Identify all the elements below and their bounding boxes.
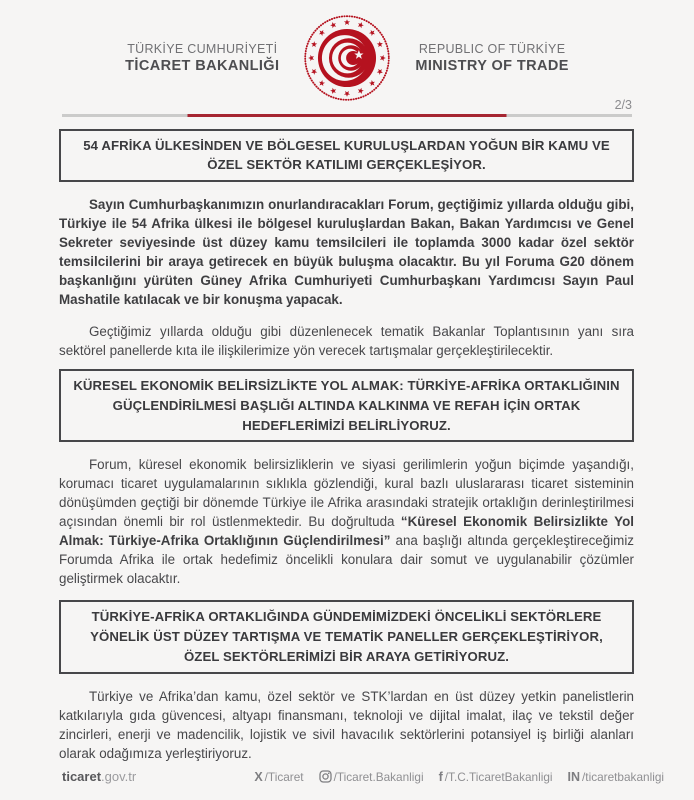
website-rest: .gov.tr [101,769,137,784]
section-heading-3: TÜRKİYE-AFRİKA ORTAKLIĞINDA GÜNDEMİMİZDEKİ ÖNCELİKLİ SEKTÖRLERE YÖNELİK ÜST DÜZEY TARTIŞMA VE TEMATİK PANELLER GERÇEKLEŞTİRİYOR, ÖZEL SEKTÖRLERİMİZİ BİR ARAYA GETİRİYORUZ. [59,600,634,673]
org-name-turkish [125,42,279,74]
org-name-tr-line1: TÜRKİYE CUMHURİYETİ [127,42,278,56]
paragraph-3-tail: ana başlığı altında gerçekleştireceğimiz Forumda Afrika ile ortak hedefimiz öncelikli konulara dair somut ve uygulanabilir çözümler geliştirmek olacaktır. [59,533,634,587]
social-links [254,770,664,784]
page-number: 2/3 [614,98,632,112]
org-name-tr-line2: TİCARET BAKANLIĞI [125,58,280,74]
paragraph-3 [59,455,634,588]
paragraph-2: Geçtiğimiz yıllarda olduğu gibi düzenlenecek tematik Bakanlar Toplantısının yanı sıra sektörel panellerde kıta ile ilişkilerimize yön verecek tartışmalar gerçekleştirilecektir. [59,324,634,359]
instagram-link[interactable] [319,770,424,784]
linkedin-icon: IN [567,769,581,784]
section-heading-1: 54 AFRİKA ÜLKESİNDEN VE BÖLGESEL KURULUŞLARDAN YOĞUN BİR KAMU VE ÖZEL SEKTÖR KATILIMI GERÇEKLEŞİYOR. [59,129,634,183]
section-heading-2: KÜRESEL EKONOMİK BELİRSİZLİKTE YOL ALMAK: TÜRKİYE-AFRİKA ORTAKLIĞININ GÜÇLENDİRİLMESİ BAŞLIĞI ALTINDA KALKINMA VE REFAH İÇİN ORTAK HEDEFLERİMİZİ BELİRLİYORUZ. [59,369,634,442]
paragraph-3-lead: Forum, küresel ekonomik belirsizliklerin ve siyasi gerilimlerin yoğun biçimde yaşandığı, korumacı ticaret uygulamalarının sıklıkla gözlendiği, kural bazlı uluslararası ticaret sisteminin dönüşümden geçtiği bir dönemde Türkiye ile Afrika arasındaki stratejik ortaklığın derinleştirilmesi açısından önemli bir rol üstlenmektedir. Bu doğrultuda [59,457,634,530]
paragraph-3-emphasis: “Küresel Ekonomik Belirsizlikte Yol Almak: Türkiye-Afrika Ortaklığının Güçlendirilmesi” [59,514,634,549]
x-twitter-link[interactable] [254,770,303,784]
header [0,0,694,102]
paragraph-1: Sayın Cumhurbaşkanımızın onurlandıracakları Forum, geçtiğimiz yıllarda olduğu gibi, Türkiye ile 54 Afrika ülkesi ile bölgesel kuruluşlardan Bakan, Bakan Yardımcısı ve Genel Sekreter seviyesinde üst düzey kamu temsilcileri ile toplamda 3000 kadar özel sektör temsilcilerini bir araya getirecek en büyük buluşma olacaktır. Bu yıl Foruma G20 dönem başkanlığını yürüten Güney Afrika Cumhuriyeti Cumhurbaşkanı Yardımcısı Sayın Paul Mashatile katılacak ve bir konuşma yapacak. [59,197,634,308]
x-twitter-handle: /Ticaret [264,769,304,784]
press-release-body [0,117,694,770]
x-twitter-icon: X [254,769,263,784]
footer [0,769,694,800]
website-bold: ticaret [62,769,102,784]
website-link[interactable] [62,769,136,784]
instagram-icon [319,770,332,783]
ministry-of-trade-emblem-icon [303,14,391,102]
linkedin-link[interactable] [568,770,664,784]
org-name-english [415,42,568,74]
paragraph-4: Türkiye ve Afrika’dan kamu, özel sektör ve STK’lardan en üst düzey yetkin panelistlerin katkılarıyla gıda güvencesi, altyapı finansmanı, teknoloji ve dijital imalat, ilaç ve tekstil değer zincirleri, enerji ve madencilik, lojistik ve sivil havacılık sektörlerini potansiyel iş birliği alanları olarak odağımıza yerleştiriyoruz. [59,688,634,761]
facebook-link[interactable] [439,770,553,784]
instagram-handle: /Ticaret.Bakanligi [333,769,424,784]
facebook-handle: /T.C.TicaretBakanligi [444,769,553,784]
org-name-en-line1: REPUBLIC OF TÜRKİYE [418,42,566,56]
org-name-en-line2: MINISTRY OF TRADE [415,58,569,74]
facebook-icon: f [438,769,443,784]
linkedin-handle: /ticaretbakanligi [582,769,664,784]
